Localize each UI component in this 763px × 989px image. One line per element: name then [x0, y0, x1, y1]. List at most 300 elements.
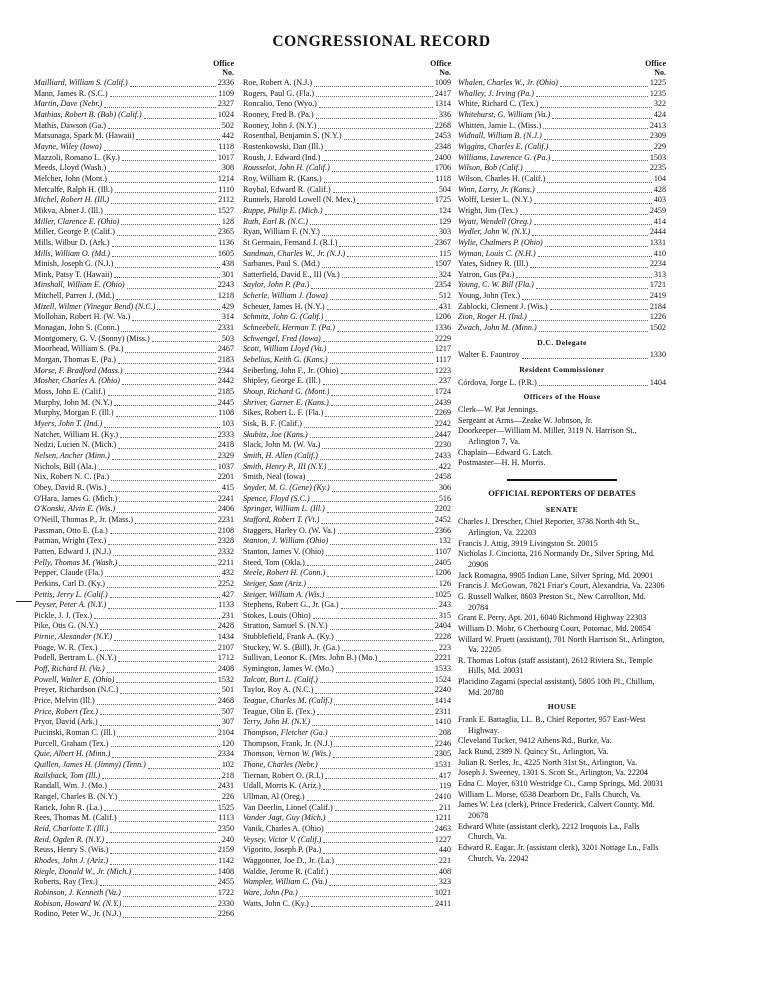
leader-dots	[325, 778, 436, 779]
leader-dots	[125, 373, 216, 374]
leader-dots	[330, 544, 437, 545]
office-number: 428	[653, 184, 666, 194]
leader-dots	[116, 299, 215, 300]
leader-dots	[322, 448, 432, 449]
office-number: 1235	[649, 88, 666, 98]
member-name: Wilson, Bob (Calif.)	[458, 163, 523, 173]
member-name: Córdova, Jorge L. (P.R.)	[458, 377, 537, 387]
office-number: 1507	[434, 259, 451, 269]
member-name: Teague, Charles M. (Calif.)	[243, 696, 333, 706]
office-number: 1531	[434, 760, 451, 769]
office-number: 2328	[217, 536, 234, 546]
member-row	[34, 685, 234, 696]
office-number: 2406	[217, 504, 234, 514]
member-row	[243, 472, 451, 483]
member-row	[243, 206, 451, 217]
leader-dots	[330, 629, 433, 630]
leader-dots	[320, 768, 433, 769]
member-row	[34, 835, 234, 846]
member-row	[458, 131, 666, 142]
office-number: 323	[438, 877, 451, 887]
leader-dots	[108, 171, 220, 172]
member-row	[243, 579, 451, 590]
leader-dots	[332, 491, 437, 492]
leader-dots	[323, 384, 437, 385]
leader-dots	[539, 331, 648, 332]
office-number: 211	[439, 802, 451, 812]
leader-dots	[315, 693, 432, 694]
member-name: Young, John (Tex.)	[458, 291, 521, 301]
office-number: 1117	[435, 355, 451, 365]
office-number: 2453	[434, 131, 451, 141]
member-name: Wilson, Charles H. (Calif.)	[458, 173, 546, 183]
member-name: Wiggins, Charles E. (Calif.)	[458, 141, 549, 151]
leader-dots	[109, 182, 216, 183]
leader-dots	[112, 246, 217, 247]
office-number: 2269	[434, 408, 451, 418]
member-name: Roe, Robert A. (N.J.)	[243, 78, 313, 87]
office-number: 2104	[217, 728, 234, 738]
member-row	[34, 749, 234, 760]
member-name: Pelly, Thomas M. (Wash.)	[34, 557, 118, 567]
leader-dots	[339, 246, 432, 247]
house-reporter-entry: William L. Morse, 6538 Dearborn Dr., Falls Church, Va.	[458, 789, 641, 799]
member-row	[34, 600, 234, 611]
senate-reporter-entry: Nicholas J. Cinciotta, 216 Normandy Dr., Silver Spring, Md. 20906	[458, 549, 655, 569]
leader-dots	[144, 118, 216, 119]
officers-list	[458, 405, 666, 469]
member-name: Sarbanes, Paul S. (Md.)	[243, 259, 320, 269]
senate-reporter-entry: William D. Mohr, 6 Cherbourg Court, Potomac, Md. 20854	[458, 623, 651, 633]
member-row	[243, 483, 451, 494]
office-number: 208	[438, 728, 451, 738]
leader-dots	[335, 810, 437, 811]
member-row	[243, 227, 451, 238]
senate-reporter-entry: Francis J. Attig, 3919 Livingston St. 20015	[458, 538, 598, 548]
office-number: 2252	[217, 578, 234, 588]
member-name: Stanton, James V. (Ohio)	[243, 546, 324, 556]
leader-dots	[324, 182, 434, 183]
office-number: 2417	[434, 88, 451, 98]
officers-heading: Officers of the House	[523, 392, 601, 402]
leader-dots	[534, 224, 652, 225]
office-number: 1331	[649, 237, 666, 247]
member-row	[243, 675, 451, 686]
member-name: Reid, Ogden R. (N.Y.)	[34, 834, 105, 844]
member-row	[34, 419, 234, 430]
leader-dots	[104, 150, 217, 151]
member-name: Thompson, Frank, Jr. (N.J.)	[243, 738, 333, 748]
member-name: Waggonner, Joe D., Jr. (La.)	[243, 855, 334, 865]
leader-dots	[307, 480, 433, 481]
member-row	[458, 323, 666, 334]
leader-dots	[105, 576, 220, 577]
member-row	[34, 462, 234, 473]
leader-dots	[334, 704, 433, 705]
office-number: 432	[221, 568, 234, 578]
member-row	[243, 611, 451, 622]
office-number: 303	[438, 227, 451, 237]
member-row	[458, 153, 666, 164]
leader-dots	[119, 565, 216, 566]
member-name: Ullman, Al (Oreg.)	[243, 791, 305, 801]
office-number: 2419	[649, 291, 666, 301]
leader-dots	[121, 331, 215, 332]
member-row	[243, 803, 451, 814]
office-number: 1336	[434, 323, 451, 333]
member-name: Natcher, William H. (Ky.)	[34, 429, 119, 439]
office-number: 2404	[434, 621, 451, 631]
office-number: 314	[221, 312, 234, 322]
member-row	[34, 621, 234, 632]
member-row	[243, 302, 451, 313]
leader-dots	[308, 587, 437, 588]
office-number: 507	[221, 706, 234, 716]
leader-dots	[539, 385, 648, 386]
member-name: Tiernan, Robert O. (R.I.)	[243, 770, 324, 780]
member-name: Price, Melvin (Ill.)	[34, 696, 95, 706]
senate-reporter-entry: Willard W. Pruett (assistant), 701 North Harrison St., Arlington, Va. 22205	[458, 634, 665, 655]
member-row	[243, 568, 451, 579]
leader-dots	[148, 768, 220, 769]
member-row	[243, 121, 451, 132]
leader-dots	[341, 373, 433, 374]
office-label: Office	[645, 59, 666, 68]
member-name: Nix, Robert N. C. (Pa.)	[34, 472, 110, 482]
member-name: Poff, Richard H. (Va.)	[34, 664, 105, 674]
member-row	[34, 771, 234, 782]
member-name: Mayne, Wiley (Iowa)	[34, 141, 102, 151]
member-name: Patten, Edward J. (N.J.)	[34, 546, 112, 556]
member-name: Snyder, M. G. (Gene) (Ky.)	[243, 482, 330, 492]
office-number: 2447	[434, 429, 451, 439]
member-row	[458, 312, 666, 323]
house-reporters-list	[458, 715, 666, 864]
member-name: Steed, Tom (Okla.)	[243, 557, 305, 567]
leader-dots	[319, 107, 433, 108]
office-number: 1533	[434, 664, 451, 674]
leader-dots	[130, 86, 216, 87]
member-row	[243, 78, 451, 89]
office-number: 502	[221, 120, 234, 130]
member-row	[458, 270, 666, 281]
member-row	[243, 888, 451, 899]
member-name: White, Richard C. (Tex.)	[458, 99, 539, 109]
leader-dots	[119, 501, 216, 502]
office-number: 2431	[217, 781, 234, 791]
leader-dots	[110, 864, 216, 865]
member-row	[243, 792, 451, 803]
office-number: 124	[438, 205, 451, 215]
member-name: Murphy, Morgan F. (Ill.)	[34, 408, 114, 418]
office-number: 2400	[434, 152, 451, 162]
office-number: 223	[438, 642, 451, 652]
section-divider	[507, 479, 617, 481]
leader-dots	[529, 320, 648, 321]
member-name: Williams, Lawrence G. (Pa.)	[458, 152, 551, 162]
leader-dots	[379, 661, 433, 662]
member-name: Zion, Roger H. (Ind.)	[458, 312, 527, 322]
member-row	[243, 142, 451, 153]
member-row	[243, 515, 451, 526]
member-row	[243, 600, 451, 611]
member-name: Slack, John M. (W. Va.)	[243, 440, 321, 450]
member-name: Passman, Otto E. (La.)	[34, 525, 108, 535]
house-reporter-entry: James W. Lea (clerk), Prince Frederick, Calvert County, Md. 20678	[458, 800, 655, 820]
office-number: 2455	[217, 877, 234, 887]
office-number: 503	[221, 333, 234, 343]
member-name: Stokes, Louis (Ohio)	[243, 610, 311, 620]
office-number: 324	[438, 269, 451, 279]
member-name: O'Konski, Alvin E. (Wis.)	[34, 504, 116, 514]
office-number: 2467	[217, 344, 234, 354]
member-name: Myers, John T. (Ind.)	[34, 419, 103, 428]
page-title: CONGRESSIONAL RECORD	[272, 33, 491, 50]
member-row	[34, 643, 234, 654]
member-row	[34, 472, 234, 483]
member-name: Shipley, George E. (Ill.)	[243, 376, 321, 386]
office-number: 1206	[434, 312, 451, 322]
member-row	[243, 355, 451, 366]
member-column-1	[34, 60, 234, 920]
member-row	[34, 739, 234, 750]
member-row	[243, 717, 451, 728]
member-name: Moorhead, William S. (Pa.)	[34, 344, 124, 354]
leader-dots	[316, 118, 437, 119]
member-row	[34, 131, 234, 142]
member-name: Runnels, Harold Lowell (N. Mex.)	[243, 195, 356, 205]
member-row	[34, 408, 234, 419]
leader-dots	[328, 352, 432, 353]
office-number: 1226	[649, 312, 666, 322]
office-number: 2230	[434, 440, 451, 450]
member-row	[34, 185, 234, 196]
member-row	[243, 270, 451, 281]
office-number: 1525	[217, 802, 234, 812]
leader-dots	[322, 160, 432, 161]
member-row	[243, 685, 451, 696]
member-row	[458, 89, 666, 100]
member-list	[243, 78, 451, 909]
member-name: Terry, John H. (N.Y.)	[243, 717, 311, 727]
member-row	[34, 760, 234, 771]
member-row	[34, 653, 234, 664]
leader-dots	[311, 288, 432, 289]
office-number: 129	[438, 216, 451, 226]
house-reporter-entry: Edna C. Moyer, 6310 Westridge Ct., Camp Springs, Md. 20031	[458, 779, 664, 789]
member-column-2	[243, 60, 451, 909]
member-row	[458, 227, 666, 238]
office-number: 243	[438, 600, 451, 610]
member-row	[34, 888, 234, 899]
leader-dots	[123, 906, 215, 907]
leader-dots	[106, 842, 220, 843]
member-row	[34, 547, 234, 558]
office-number: 2228	[434, 632, 451, 642]
leader-dots	[331, 405, 433, 406]
member-row	[34, 430, 234, 441]
leader-dots	[108, 608, 216, 609]
office-number: 504	[438, 184, 451, 194]
leader-dots	[119, 821, 217, 822]
member-row	[458, 163, 666, 174]
leader-dots	[110, 96, 217, 97]
leader-dots	[114, 405, 216, 406]
leader-dots	[516, 277, 652, 278]
leader-dots	[152, 341, 220, 342]
no-label: No.	[222, 67, 234, 77]
member-row	[34, 536, 234, 547]
leader-dots	[107, 587, 216, 588]
member-row	[243, 771, 451, 782]
member-name: Miller, Clarence E. (Ohio)	[34, 216, 120, 226]
senate-reporter-entry: Grant E. Perry, Apt. 201, 6040 Richmond Highway 22303	[458, 613, 647, 623]
member-row	[34, 579, 234, 590]
member-row	[34, 280, 234, 291]
member-row	[243, 185, 451, 196]
office-number: 301	[221, 269, 234, 279]
leader-dots	[323, 789, 437, 790]
member-row	[243, 408, 451, 419]
member-row	[34, 632, 234, 643]
leader-dots	[100, 629, 216, 630]
member-row	[34, 291, 234, 302]
member-name: Nelsen, Ancher (Minn.)	[34, 450, 110, 460]
office-number: 1009	[434, 78, 451, 87]
house-reporter-entry: Frank E. Battaglia, LL. B., Chief Reporter, 957 East-West Highway.	[458, 715, 646, 735]
office-number: 1217	[434, 344, 451, 354]
member-row	[34, 110, 234, 121]
member-name: Skubitz, Joe (Kans.)	[243, 429, 308, 439]
member-name: Steele, Robert H. (Conn.)	[243, 568, 326, 578]
leader-dots	[105, 214, 216, 215]
office-number: 2107	[217, 642, 234, 652]
member-row	[34, 696, 234, 707]
member-name: Rarick, John R. (La.)	[34, 802, 103, 812]
office-number: 2211	[218, 557, 234, 567]
office-number: 2408	[217, 664, 234, 674]
leader-dots	[112, 459, 216, 460]
leader-dots	[115, 192, 217, 193]
member-name: Symington, James W. (Mo.)	[243, 664, 334, 674]
member-row	[34, 387, 234, 398]
office-number: 2444	[649, 227, 666, 237]
member-row	[243, 728, 451, 739]
house-reporter-entry: Cleveland Tucker, 9412 Athens Rd., Burke, Va.	[458, 736, 612, 746]
leader-dots	[119, 800, 220, 801]
leader-dots	[112, 256, 216, 257]
member-row	[243, 899, 451, 910]
member-name: Steiger, Sam (Ariz.)	[243, 578, 306, 588]
leader-dots	[328, 821, 434, 822]
member-row	[243, 430, 451, 441]
house-heading: HOUSE	[547, 702, 577, 712]
office-number: 427	[221, 589, 234, 599]
office-number: 1724	[434, 387, 451, 397]
office-number: 218	[221, 770, 234, 780]
leader-dots	[327, 512, 433, 513]
leader-dots	[333, 192, 437, 193]
member-row	[243, 163, 451, 174]
office-number: 2332	[217, 546, 234, 556]
member-row	[34, 899, 234, 910]
office-number: 1721	[649, 280, 666, 290]
office-number: 2367	[434, 237, 451, 247]
member-name: Whitten, Jamie L. (Miss.)	[458, 120, 542, 130]
office-number: 226	[221, 791, 234, 801]
leader-dots	[110, 853, 216, 854]
member-name: Thomson, Vernon W. (Wis.)	[243, 749, 331, 759]
leader-dots	[123, 917, 216, 918]
member-row	[243, 238, 451, 249]
leader-dots	[550, 150, 651, 151]
office-number: 2439	[434, 397, 451, 407]
member-name: Price, Robert (Tex.)	[34, 706, 98, 716]
member-name: Stanton, J. William (Ohio)	[243, 536, 329, 546]
leader-dots	[333, 757, 433, 758]
member-name: Obey, David R. (Wis.)	[34, 482, 107, 492]
office-number: 132	[438, 536, 451, 546]
member-row	[34, 334, 234, 345]
leader-dots	[316, 96, 433, 97]
office-number: 2159	[217, 845, 234, 855]
office-number: 422	[438, 461, 451, 471]
member-row	[243, 845, 451, 856]
member-name: Mathias, Robert B. (Bob) (Calif.)	[34, 109, 142, 119]
office-number: 403	[653, 195, 666, 205]
office-label: Office	[430, 59, 451, 68]
member-name: Quillen, James H. (Jimmy) (Tenn.)	[34, 760, 146, 769]
office-number: 2184	[649, 301, 666, 311]
office-number: 313	[653, 269, 666, 279]
office-number: 2266	[217, 909, 234, 919]
leader-dots	[317, 714, 433, 715]
member-row	[34, 153, 234, 164]
office-number: 2410	[434, 791, 451, 801]
member-name: Poage, W. R. (Tex.)	[34, 642, 98, 652]
office-number: 2231	[217, 514, 234, 524]
member-name: Mailliard, William S. (Calif.)	[34, 78, 128, 87]
member-name: Winn, Larry, Jr. (Kans.)	[458, 184, 535, 194]
office-number: 2428	[217, 621, 234, 631]
member-name: Mikva, Abner J. (Ill.)	[34, 205, 103, 215]
office-number: 2240	[434, 685, 451, 695]
senate-reporter-entry: Placidino Zagami (special assistant), 5805 10th Pl., Chillum, Md. 20780	[458, 677, 655, 697]
office-number: 2309	[649, 131, 666, 141]
member-row	[243, 547, 451, 558]
member-name: Widnall, William B. (N.J.)	[458, 131, 542, 141]
office-number: 1214	[217, 173, 234, 183]
office-number: 1722	[217, 887, 234, 897]
senate-reporter-entry: Jack Romagna, 9905 Indian Lane, Silver Spring, Md. 20901	[458, 570, 654, 580]
office-number: 102	[221, 760, 234, 769]
member-row	[34, 504, 234, 515]
leader-dots	[540, 107, 652, 108]
member-row	[34, 249, 234, 260]
leader-dots	[300, 896, 433, 897]
office-number: 2268	[434, 120, 451, 130]
member-name: Mills, Wilbur D. (Ark.)	[34, 237, 110, 247]
member-name: Seiberling, John F., Jr. (Ohio)	[243, 365, 339, 375]
senate-reporter-entry: G. Russell Walker, 8603 Preston St., New Carrollton, Md. 20784	[458, 591, 646, 612]
office-number: 2366	[434, 525, 451, 535]
member-name: Whitehurst, G. William (Va.)	[458, 109, 551, 119]
member-name: Sikes, Robert L. F. (Fla.)	[243, 408, 324, 418]
officer-entry: Postmaster—H. H. Morris.	[458, 458, 546, 468]
member-name: Rooney, Fred B. (Pa.)	[243, 109, 314, 119]
member-name: Smith, H. Allen (Calif.)	[243, 450, 318, 460]
leader-dots	[117, 512, 216, 513]
